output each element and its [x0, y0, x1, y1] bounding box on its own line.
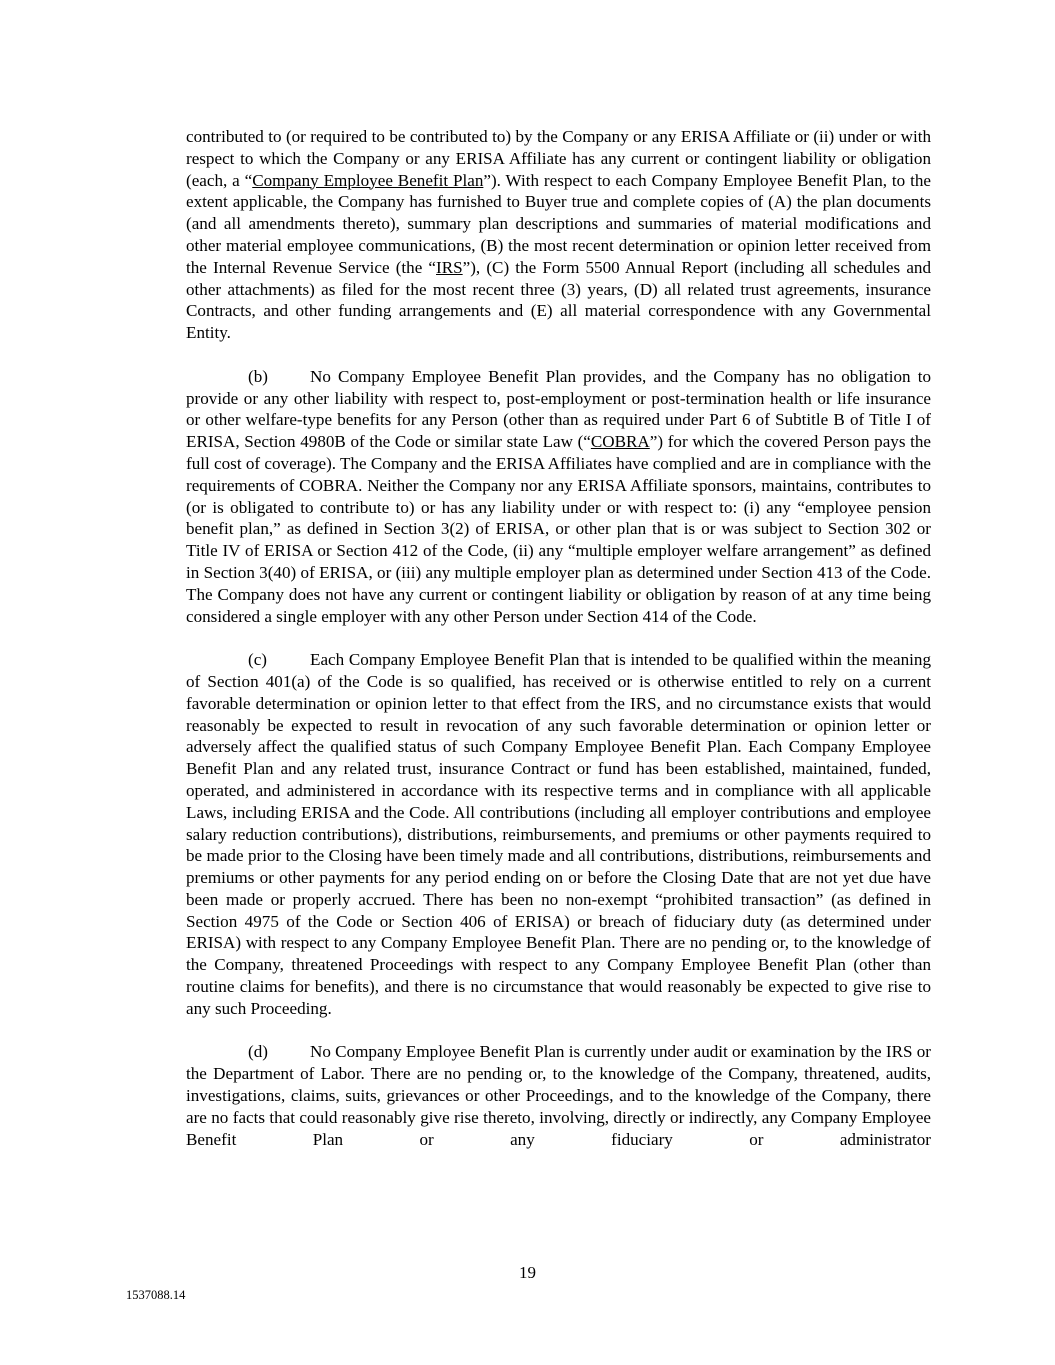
paragraph-b-text-2: ”) for which the covered Person pays the full cost of coverage). The Company and the ERISA Affiliates have complied and are in compliance with the requirements of COBRA. Neither the Company nor any ERISA Affiliate sponsors, maintains, contributes to (or is obligated to contribute to) or has any liability under or with respect to: (i) any “employee pension benefit plan,” as defined in Section 3(2) of ERISA, or other plan that is or was subject to Section 302 or Title IV of ERISA or Section 412 of the Code, (ii) any “multiple employer welfare arrangement” as defined in Section 3(40) of ERISA, or (iii) any multiple employer plan as determined under Section 413 of the Code. The Company does not have any current or contingent liability or obligation by reason of at any time being considered a single employer with any other Person under Section 414 of the Code. — [186, 432, 932, 626]
paragraph-b-label: (b) — [248, 366, 268, 386]
paragraph-a — [186, 126, 931, 344]
document-id: 1537088.14 — [126, 1288, 186, 1302]
paragraph-d — [186, 1041, 931, 1150]
defined-term-company-employee-benefit-plan: Company Employee Benefit Plan — [252, 170, 484, 190]
paragraph-a-text-2: ”). With respect to each Company Employee Benefit Plan, to the extent applicable, the Company has furnished to Buyer true and complete copies of (A) the plan documents (and all amendments thereto), summary plan descriptions and summaries of material modifications and other material employee communications, (B) the most recent determination or opinion letter received from the Internal Revenue Service (the “ — [186, 170, 931, 277]
paragraph-c-label: (c) — [248, 650, 267, 670]
paragraph-d-text: No Company Employee Benefit Plan is currently under audit or examination by the IRS or the Department of Labor. There are no pending or, to the knowledge of the Company, threatened, audits, investigations, claims, suits, grievances or other Proceedings, and to the knowledge of the Company, there are no facts that could reasonably give rise thereto, involving, directly or indirectly, any Company Employee Benefit Plan or any fiduciary or administrator — [186, 1042, 931, 1149]
paragraph-b — [186, 366, 931, 628]
paragraph-a-text-1: contributed to (or required to be contributed to) by the Company or any ERISA Affiliate or (ii) under or with respect to which the Company or any ERISA Affiliate has any current or contingent liability or obligation (each, a “ — [186, 127, 931, 190]
paragraph-d-label: (d) — [248, 1042, 268, 1062]
document-body — [186, 126, 931, 1150]
defined-term-cobra: COBRA — [590, 432, 650, 452]
paragraph-b-text-1: No Company Employee Benefit Plan provides, and the Company has no obligation to provide or any other liability with respect to, post-employment or post-termination health or life insurance or other welfare-type benefits for any Person (other than as required under Part 6 of Subtitle B of Title I of ERISA, Section 4980B of the Code or similar state Law (“ — [186, 366, 931, 452]
defined-term-irs: IRS — [436, 257, 463, 277]
page-number: 19 — [519, 1263, 536, 1282]
paragraph-c-text: Each Company Employee Benefit Plan that is intended to be qualified within the meaning of Section 401(a) of the Code is so qualified, has received or is otherwise entitled to rely on a current favorable determination or opinion letter to that effect from the IRS, and no circumstance exists that would reasonably be expected to result in revocation of any such favorable determination or opinion letter or adversely affect the qualified status of such Company Employee Benefit Plan. Each Company Employee Benefit Plan and any related trust, insurance Contract or fund has been established, maintained, funded, operated, and administered in accordance with its respective terms and in compliance with all applicable Laws, including ERISA and the Code. All contributions (including all employer contributions and employee salary reduction contributions), distributions, reimbursements, and premiums or other payments required to be made prior to the Closing have been timely made and all contributions, distributions, reimbursements and premiums or other payments for any period ending on or before the Closing Date that are not yet due have been made or properly accrued. There has been no non-exempt “prohibited transaction” (as defined in Section 4975 of the Code or Section 406 of ERISA) or breach of fiduciary duty (as determined under ERISA) with respect to any Company Employee Benefit Plan. There are no pending or, to the knowledge of the Company, threatened Proceedings with respect to any Company Employee Benefit Plan (other than routine claims for benefits), and there is no circumstance that would reasonably be expected to give rise to any such Proceeding. — [186, 650, 931, 1018]
paragraph-a-text-3: ”), (C) the Form 5500 Annual Report (including all schedules and other attachments) as filed for the most recent three (3) years, (D) all related trust agreements, insurance Contracts, and other funding arrangements and (E) all material correspondence with any Governmental Entity. — [186, 257, 932, 343]
paragraph-c — [186, 649, 931, 1020]
